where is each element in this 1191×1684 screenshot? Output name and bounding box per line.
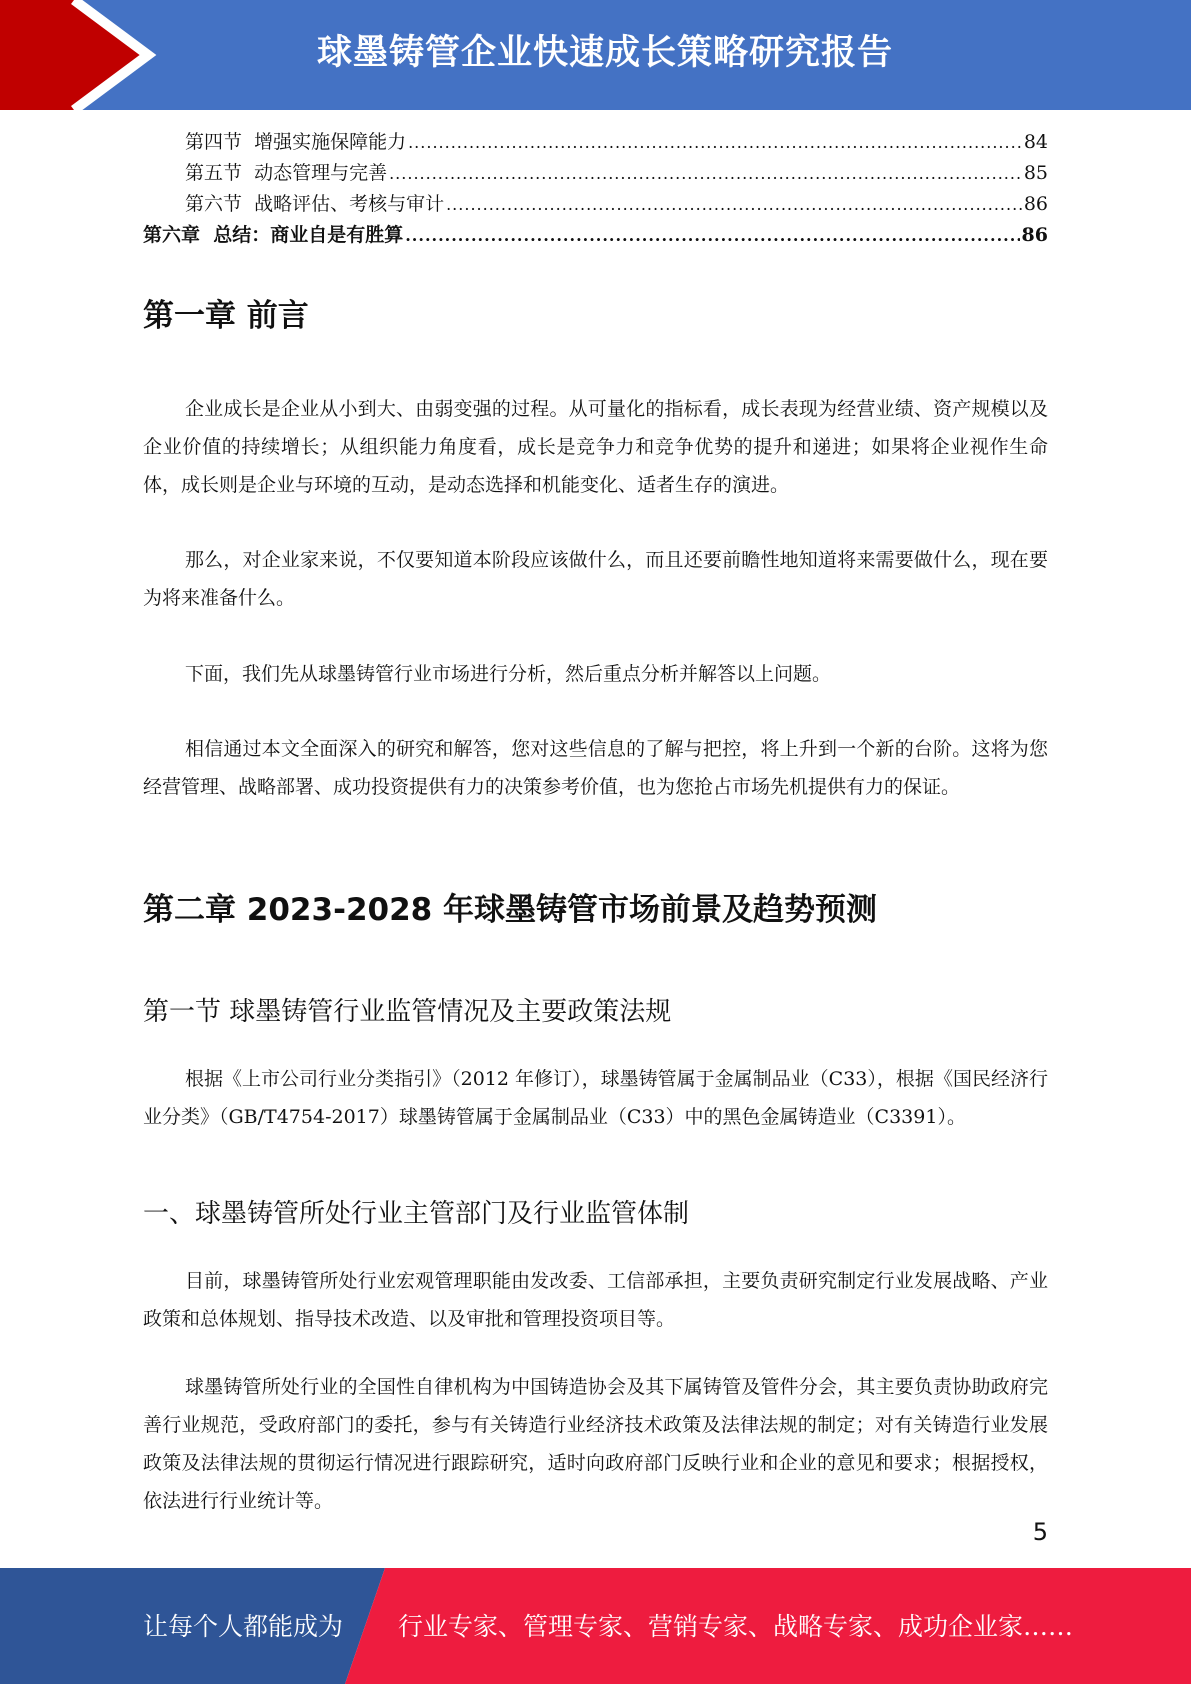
toc-leader-dots [389, 158, 1022, 189]
page-number: 5 [1032, 1518, 1048, 1546]
body-paragraph: 球墨铸管所处行业的全国性自律机构为中国铸造协会及其下属铸管及管件分会，其主要负责协助政府完善行业规范，受政府部门的委托，参与有关铸造行业经济技术政策及法律法规的制定；对有关铸造行业发展政策及法律法规的贯彻运行情况进行跟踪研究，适时向政府部门反映行业和企业的意见和要求；根据授权，依法进行行业统计等。 [143, 1376, 1048, 1512]
page-header [0, 0, 1191, 110]
toc-item-label: 第六章 总结：商业自是有胜算 [143, 224, 404, 246]
toc-item-page: 85 [1023, 162, 1048, 184]
chapter-heading: 第二章 2023-2028 年球墨铸管市场前景及趋势预测 [143, 892, 878, 928]
body-paragraph: 根据《上市公司行业分类指引》（2012 年修订），球墨铸管属于金属制品业（C33），根据《国民经济行业分类》（GB/T4754-2017）球墨铸管属于金属制品业（C33）中的黑色金属铸造业（C3391）。 [143, 1068, 1048, 1128]
toc-item-label: 第四节 增强实施保障能力 [185, 131, 407, 153]
body-paragraph: 相信通过本文全面深入的研究和解答，您对这些信息的了解与把控，将上升到一个新的台阶。这将为您经营管理、战略部署、成功投资提供有力的决策参考价值，也为您抢占市场先机提供有力的保证。 [143, 738, 1048, 798]
footer-slogan-left: 让每个人都能成为 [143, 1612, 344, 1641]
toc-chapter-item[interactable] [143, 220, 1048, 251]
body-paragraph: 那么，对企业家来说，不仅要知道本阶段应该做什么，而且还要前瞻性地知道将来需要做什么，现在要为将来准备什么。 [143, 549, 1048, 609]
toc-item-page: 86 [1021, 224, 1048, 246]
toc-item-label: 第六节 战略评估、考核与审计 [185, 193, 445, 215]
body-paragraph: 下面，我们先从球墨铸管行业市场进行分析，然后重点分析并解答以上问题。 [185, 663, 832, 685]
toc-leader-dots [408, 127, 1022, 158]
toc-item-page: 86 [1023, 193, 1048, 215]
footer-slogan-right: 行业专家、管理专家、营销专家、战略专家、成功企业家…… [398, 1612, 1074, 1641]
toc-item[interactable] [143, 127, 1048, 158]
body-paragraph: 目前，球墨铸管所处行业宏观管理职能由发改委、工信部承担，主要负责研究制定行业发展战略、产业政策和总体规划、指导技术改造、以及审批和管理投资项目等。 [143, 1270, 1048, 1330]
toc-leader-dots [446, 189, 1022, 220]
toc-leader-dots [405, 220, 1019, 251]
subsection-heading: 一、球墨铸管所处行业主管部门及行业监管体制 [143, 1199, 690, 1229]
chapter-heading: 第一章 前言 [143, 298, 309, 334]
body-paragraph: 企业成长是企业从小到大、由弱变强的过程。从可量化的指标看，成长表现为经营业绩、资产规模以及企业价值的持续增长；从组织能力角度看，成长是竞争力和竞争优势的提升和递进；如果将企业视作生命体，成长则是企业与环境的互动，是动态选择和机能变化、适者生存的演进。 [143, 398, 1048, 496]
report-title: 球墨铸管企业快速成长策略研究报告 [316, 33, 893, 73]
table-of-contents [143, 127, 1048, 251]
toc-item-page: 84 [1023, 131, 1048, 153]
toc-item[interactable] [143, 158, 1048, 189]
page-footer [0, 1568, 1191, 1684]
toc-item-label: 第五节 动态管理与完善 [185, 162, 388, 184]
section-heading: 第一节 球墨铸管行业监管情况及主要政策法规 [143, 997, 672, 1027]
toc-item[interactable] [143, 189, 1048, 220]
